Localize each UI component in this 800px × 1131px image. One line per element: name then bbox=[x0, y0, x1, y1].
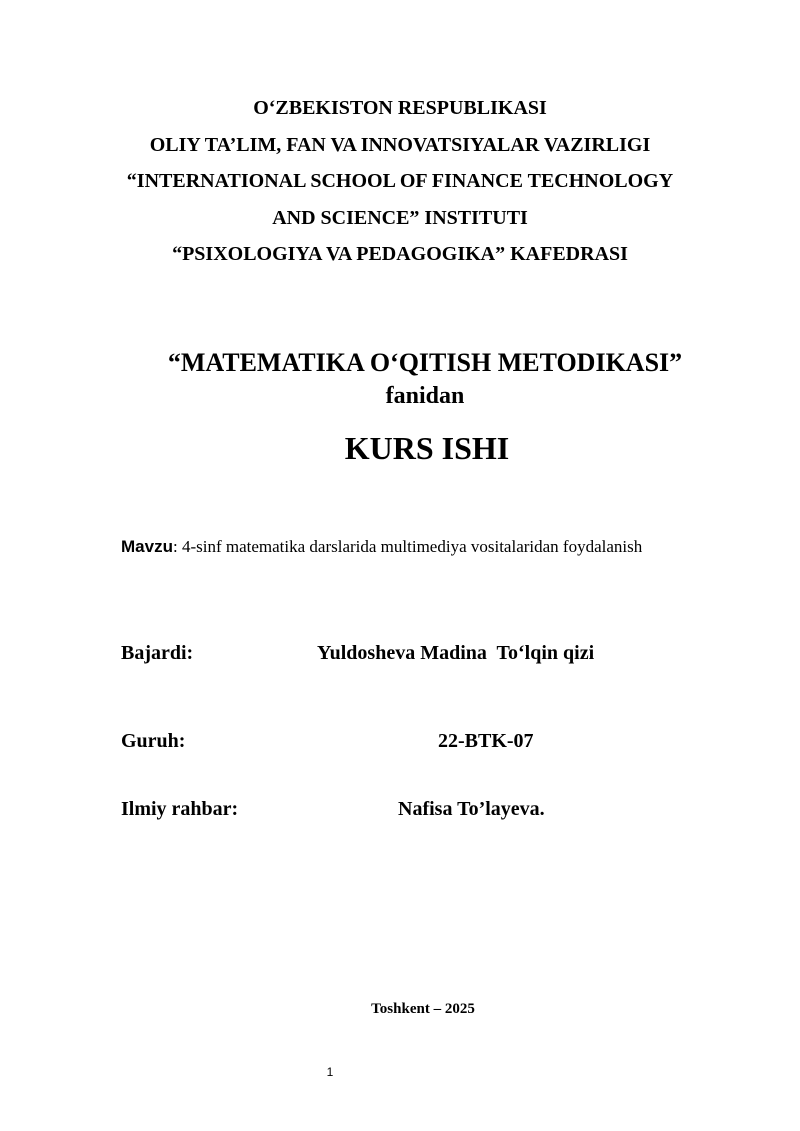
topic-text: 4-sinf matematika darslarida multimediya vositalaridan foydalanish bbox=[177, 537, 643, 556]
supervisor-value: Nafisa To’layeva. bbox=[398, 798, 545, 820]
place-year: Toshkent – 2025 bbox=[371, 1001, 475, 1017]
header-line-department: “PSIXOLOGIYA VA PEDAGOGIKA” KAFEDRASI bbox=[172, 243, 628, 265]
group-label: Guruh: bbox=[121, 730, 186, 752]
topic-separator: : bbox=[172, 537, 178, 556]
author-value: Yuldosheva Madina To‘lqin qizi bbox=[317, 642, 595, 664]
work-type-title: KURS ISHI bbox=[344, 430, 510, 466]
group-value: 22-BTK-07 bbox=[438, 730, 534, 752]
topic-line bbox=[121, 535, 642, 559]
header-line-country: O‘ZBEKISTON RESPUBLIKASI bbox=[253, 97, 547, 119]
page-number: 1 bbox=[326, 1065, 334, 1079]
subject-suffix: fanidan bbox=[385, 383, 465, 409]
topic-label: Mavzu bbox=[121, 537, 173, 556]
header-line-institute-2: AND SCIENCE” INSTITUTI bbox=[272, 206, 528, 229]
header-line-institute-1: “INTERNATIONAL SCHOOL OF FINANCE TECHNOLOGY bbox=[126, 170, 674, 192]
subject-title: “MATEMATIKA O‘QITISH METODIKASI” bbox=[167, 348, 683, 377]
header-line-ministry: OLIY TA’LIM, FAN VA INNOVATSIYALAR VAZIRLIGI bbox=[149, 133, 651, 156]
institution-header bbox=[0, 94, 800, 277]
supervisor-label: Ilmiy rahbar: bbox=[121, 798, 239, 820]
author-label: Bajardi: bbox=[121, 642, 194, 664]
